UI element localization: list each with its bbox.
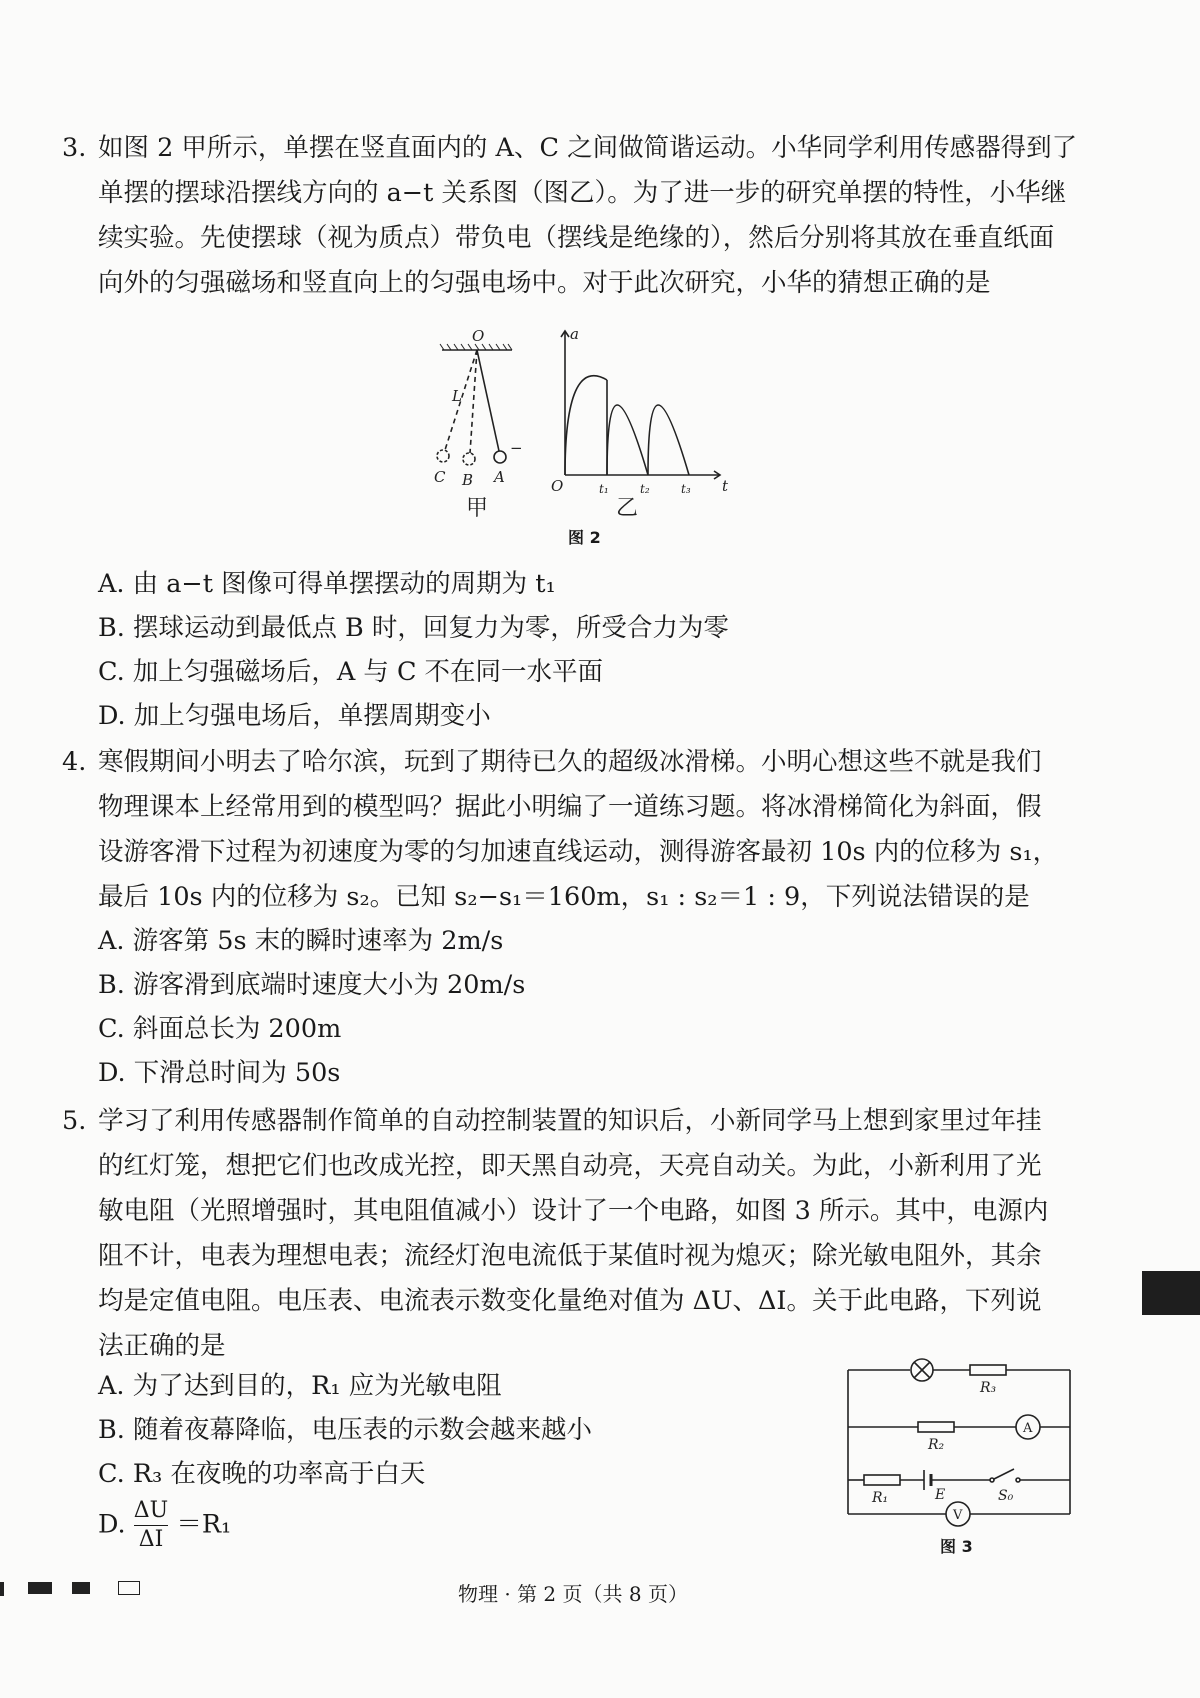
q3-option-a: A. 由 a−t 图像可得单摆摆动的周期为 t₁ (98, 569, 556, 599)
a-axis-label: a (570, 325, 579, 343)
q5-option-c: C. R₃ 在夜晚的功率高于白天 (98, 1459, 426, 1489)
question-3 (62, 126, 1082, 306)
option-letter: D. (98, 1509, 126, 1540)
q4-option-a: A. 游客第 5s 末的瞬时速率为 2m/s (98, 926, 504, 956)
print-mark (0, 1582, 4, 1596)
ball-a-label: A (494, 468, 505, 486)
tick-t1: t₁ (599, 482, 609, 496)
jia-label: 甲 (466, 496, 489, 521)
q3-option-d: D. 加上匀强电场后，单摆周期变小 (98, 701, 491, 731)
curve-segment-3 (648, 405, 689, 475)
r3-label: R₃ (980, 1380, 997, 1396)
question-text-line: 敏电阻（光照增强时，其电阻值减小）设计了一个电路，如图 3 所示。其中，电源内 (98, 1196, 1049, 1226)
charge-label: − (510, 439, 523, 457)
q5-option-a: A. 为了达到目的，R₁ 应为光敏电阻 (98, 1371, 502, 1401)
question-number: 3. (62, 133, 87, 163)
footer-text: 物理 · 第 2 页（共 8 页） (458, 1582, 688, 1606)
question-number: 4. (62, 747, 87, 777)
question-text-line: 的红灯笼，想把它们也改成光控，即天黑自动亮，天亮自动关。为此，小新利用了光 (98, 1151, 1042, 1181)
question-text-line: 均是定值电阻。电压表、电流表示数变化量绝对值为 ΔU、ΔI。关于此电路，下列说 (98, 1286, 1042, 1316)
question-text-line: 向外的匀强磁场和竖直向上的匀强电场中。对于此次研究，小华的猜想正确的是 (98, 268, 991, 298)
pivot-label: O (472, 327, 485, 345)
print-mark (28, 1582, 52, 1594)
origin-label: O (551, 477, 564, 495)
figure-2 (420, 325, 740, 550)
r2-resistor (918, 1422, 954, 1432)
question-text-line: 阻不计，电表为理想电表；流经灯泡电流低于某值时视为熄灭；除光敏电阻外，其余 (98, 1241, 1042, 1271)
fraction-numerator: ΔU (134, 1497, 168, 1526)
source-label: E (935, 1487, 946, 1503)
question-text-line: 物理课本上经常用到的模型吗？据此小明编了一道练习题。将冰滑梯简化为斜面，假 (98, 792, 1042, 822)
string-a (477, 350, 499, 451)
voltmeter-label: V (953, 1508, 963, 1523)
t-axis-label: t (722, 477, 729, 495)
question-text-line: 如图 2 甲所示，单摆在竖直面内的 A、C 之间做简谐运动。小华同学利用传感器得到了 (98, 133, 1078, 163)
curve-segment-1 (565, 376, 607, 475)
ball-b (463, 453, 475, 465)
r3-resistor (970, 1365, 1006, 1375)
print-mark (72, 1582, 90, 1594)
question-text-line: 设游客滑下过程为初速度为零的匀加速直线运动，测得游客最初 10s 内的位移为 s₁， (98, 837, 1059, 867)
figure-caption: 图 2 (568, 528, 601, 547)
q5-option-b: B. 随着夜幕降临，电压表的示数会越来越小 (98, 1415, 592, 1445)
q5-option-d (98, 1497, 231, 1554)
r2-label: R₂ (928, 1437, 945, 1453)
ammeter-label: A (1023, 1421, 1033, 1436)
fraction-denominator: ΔI (138, 1527, 164, 1552)
ball-b-label: B (462, 471, 474, 489)
switch-blade (994, 1469, 1014, 1479)
figure-2-drawing (420, 325, 740, 550)
question-text-line: 寒假期间小明去了哈尔滨，玩到了期待已久的超级冰滑梯。小明心想这些不就是我们 (98, 747, 1042, 777)
ball-a (494, 451, 506, 463)
print-mark (118, 1581, 140, 1595)
figure-caption: 图 3 (940, 1537, 973, 1556)
string-b (470, 350, 477, 453)
r1-label: R₁ (872, 1490, 889, 1506)
question-4 (62, 740, 1082, 920)
question-text-line: 单摆的摆球沿摆线方向的 a−t 关系图（图乙）。为了进一步的研究单摆的特性，小华继 (98, 178, 1067, 208)
ball-c-label: C (434, 468, 446, 486)
tick-t3: t₃ (681, 482, 691, 496)
fraction (134, 1497, 168, 1554)
ball-c (437, 450, 449, 462)
question-text-line: 最后 10s 内的位移为 s₂。已知 s₂−s₁＝160m，s₁ : s₂＝1 : 9，下列说法错误的是 (98, 882, 1030, 912)
q4-option-b: B. 游客滑到底端时速度大小为 20m/s (98, 970, 526, 1000)
question-5 (62, 1099, 1082, 1369)
question-text-line: 法正确的是 (98, 1331, 226, 1361)
question-text-line: 学习了利用传感器制作简单的自动控制装置的知识后，小新同学马上想到家里过年挂 (98, 1106, 1042, 1136)
switch-label: S₀ (998, 1488, 1014, 1504)
fraction-rhs: ＝R₁ (176, 1509, 232, 1540)
q3-option-b: B. 摆球运动到最低点 B 时，回复力为零，所受合力为零 (98, 613, 729, 643)
question-number: 5. (62, 1106, 87, 1136)
q4-option-c: C. 斜面总长为 200m (98, 1014, 342, 1044)
curve-segment-2 (607, 405, 648, 475)
question-text-line: 续实验。先使摆球（视为质点）带负电（摆线是绝缘的），然后分别将其放在垂直纸面 (98, 223, 1055, 253)
length-label: L (452, 387, 462, 405)
figure-3 (838, 1354, 1078, 1559)
tick-t2: t₂ (640, 482, 650, 496)
r1-resistor (864, 1475, 900, 1485)
q4-option-d: D. 下滑总时间为 50s (98, 1058, 341, 1088)
yi-label: 乙 (616, 496, 639, 521)
page-edge-tab (1142, 1271, 1200, 1315)
q3-option-c: C. 加上匀强磁场后，A 与 C 不在同一水平面 (98, 657, 604, 687)
circuit-diagram (838, 1354, 1078, 1559)
